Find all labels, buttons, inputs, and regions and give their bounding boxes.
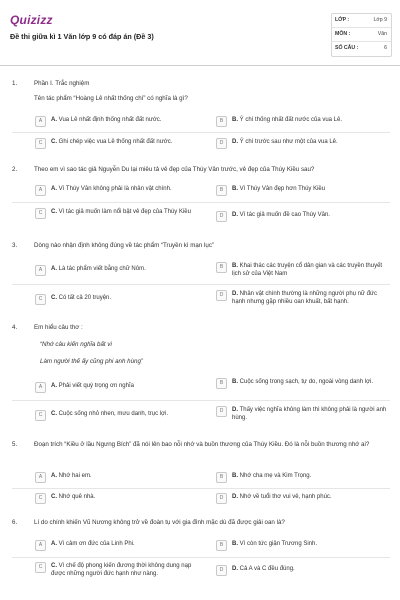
option-letter: A. — [51, 186, 57, 192]
option-b[interactable] — [216, 116, 392, 127]
option-text: Vua Lê nhất định thống nhất đất nước. — [58, 117, 162, 123]
option-letter: A. — [51, 473, 57, 479]
option-box: C — [35, 493, 46, 504]
quote-line-2: Làm người thế ấy cũng phi anh hùng” — [40, 358, 143, 365]
option-box: A — [35, 472, 46, 483]
option-letter: B. — [232, 263, 238, 269]
option-text: Nhớ về tuổi thơ vui vẻ, hạnh phúc. — [239, 494, 332, 500]
option-a[interactable] — [35, 116, 205, 127]
option-d[interactable] — [216, 406, 392, 423]
option-c[interactable] — [35, 410, 205, 421]
option-divider — [12, 202, 390, 203]
question-number: 3. — [12, 242, 18, 249]
option-d[interactable] — [216, 290, 392, 307]
option-letter: C. — [51, 494, 57, 500]
option-divider — [12, 488, 390, 489]
option-letter: C. — [51, 411, 57, 417]
option-letter: C. — [51, 563, 57, 569]
option-letter: A. — [51, 541, 57, 547]
option-text: Ý chí thống nhất đất nước của vua Lê. — [239, 117, 343, 123]
option-text: Ghi chép việc vua Lê thống nhất đất nước. — [58, 139, 173, 145]
option-text: Là tác phẩm viết bằng chữ Nôm. — [58, 266, 146, 272]
option-text: Vì tác giả muốn làm nổi bật vẻ đẹp của Thúy Kiều — [58, 209, 191, 215]
option-letter: B. — [232, 541, 238, 547]
option-text: Cả A và C đều đúng. — [239, 566, 295, 572]
option-a[interactable] — [35, 185, 205, 196]
option-letter: C. — [51, 209, 57, 215]
question-stem: Theo em vì sao tác giả Nguyễn Du lại miêu tả vẻ đẹp của Thúy Vân trước, vẻ đẹp của Thúy Kiều sau? — [34, 166, 315, 173]
option-text: Vì chế độ phong kiến đương thời không dung nạp được những người đức hạnh như nàng. — [51, 563, 192, 578]
option-box: A — [35, 382, 46, 393]
option-text: Nhân vật chính thường là những người phụ nữ đức hạnh nhưng gặp nhiều oan khuất, bất hạnh. — [232, 291, 378, 306]
option-letter: D. — [232, 566, 238, 572]
option-box: B — [216, 540, 227, 551]
option-box: C — [35, 208, 46, 219]
question-stem: Dòng nào nhận định không đúng về tác phẩm “Truyền kì mạn lục” — [34, 242, 215, 249]
option-text: Có tất cả 20 truyện. — [58, 295, 112, 301]
option-b[interactable] — [216, 262, 392, 279]
meta-class-value: Lớp 9 — [373, 16, 387, 23]
option-box: B — [216, 262, 227, 273]
option-d[interactable] — [216, 211, 392, 222]
option-d[interactable] — [216, 493, 392, 504]
option-letter: D. — [232, 407, 238, 413]
option-b[interactable] — [216, 378, 392, 389]
option-text: Nhớ quê nhà. — [58, 494, 96, 500]
option-c[interactable] — [35, 138, 205, 149]
option-box: C — [35, 138, 46, 149]
option-d[interactable] — [216, 565, 392, 576]
meta-subject-row — [332, 28, 391, 42]
meta-subject-value: Văn — [377, 30, 387, 37]
option-divider — [12, 557, 390, 558]
option-text: Vì Thúy Vân không phải là nhân vật chính. — [58, 186, 172, 192]
option-divider — [12, 400, 390, 401]
option-letter: D. — [232, 139, 238, 145]
worksheet-header — [0, 0, 400, 66]
option-text: Ý chí trước sau như một của vua Lê. — [239, 139, 338, 145]
question-stem: Đoạn trích “Kiều ở lầu Ngưng Bích” đã nói lên bao nỗi nhớ và buồn thương của Thúy Kiều. Đó là nỗi buồn thương nhớ ai? — [34, 441, 370, 448]
option-box: B — [216, 472, 227, 483]
option-box: A — [35, 185, 46, 196]
question-stem: Lí do chính khiến Vũ Nương không trở về đoàn tụ với gia đình mặc dù đã được giải oan là? — [34, 519, 285, 526]
meta-class-row — [332, 14, 391, 28]
option-box: D — [216, 565, 227, 576]
option-letter: D. — [232, 494, 238, 500]
option-text: Vì Thúy Vân đẹp hơn Thúy Kiều — [239, 186, 326, 192]
option-text: Thấy việc nghĩa không làm thì không phải là người anh hùng. — [232, 407, 387, 422]
option-box: A — [35, 540, 46, 551]
option-letter: B. — [232, 379, 238, 385]
section-heading: Phần I. Trắc nghiệm — [34, 80, 90, 87]
option-letter: B. — [232, 473, 238, 479]
option-box: C — [35, 562, 46, 573]
option-box: C — [35, 294, 46, 305]
option-text: Vì còn tức giận Trương Sinh. — [239, 541, 318, 547]
option-letter: B. — [232, 117, 238, 123]
option-letter: D. — [232, 212, 238, 218]
option-letter: C. — [51, 139, 57, 145]
option-a[interactable] — [35, 382, 205, 393]
option-text: Phải viết quý trọng ơn nghĩa — [58, 383, 134, 389]
option-box: D — [216, 406, 227, 417]
option-text: Cuộc sống nhỏ nhen, mưu danh, trục lợi. — [58, 411, 169, 417]
option-d[interactable] — [216, 138, 392, 149]
meta-count-row — [332, 42, 391, 56]
meta-count-label: SỐ CÂU : — [335, 45, 359, 52]
question-number: 4. — [12, 324, 18, 331]
option-text: Vì cảm ơn đức của Linh Phi. — [58, 541, 135, 547]
option-box: B — [216, 378, 227, 389]
option-text: Khai thác các truyện cổ dân gian và các truyền thuyết lịch sử của Việt Nam — [232, 263, 383, 278]
option-letter: B. — [232, 186, 238, 192]
question-stem: Em hiểu câu thơ : — [34, 324, 83, 331]
quote-line-1: “Nhớ câu kiến nghĩa bất vi — [40, 341, 112, 348]
option-box: C — [35, 410, 46, 421]
question-stem: Tên tác phẩm “Hoàng Lê nhất thống chí” có nghĩa là gì? — [34, 95, 188, 102]
meta-count-value: 6 — [384, 45, 387, 52]
option-letter: D. — [232, 291, 238, 297]
option-text: Vì tác giả muốn đề cao Thúy Vân. — [239, 212, 330, 218]
option-box: B — [216, 116, 227, 127]
option-a[interactable] — [35, 265, 205, 276]
option-letter: A. — [51, 383, 57, 389]
exam-meta-box — [331, 13, 392, 57]
option-letter: C. — [51, 295, 57, 301]
meta-class-label: LỚP : — [335, 16, 350, 23]
option-box: D — [216, 290, 227, 301]
option-c[interactable] — [35, 493, 205, 504]
option-letter: A. — [51, 117, 57, 123]
option-text: Cuộc sống trong sạch, tự do, ngoài vòng danh lợi. — [239, 379, 374, 385]
option-b[interactable] — [216, 540, 392, 551]
option-box: D — [216, 138, 227, 149]
question-number: 2. — [12, 166, 18, 173]
option-box: D — [216, 211, 227, 222]
option-box: D — [216, 493, 227, 504]
quizizz-logo: Quizizz — [10, 13, 53, 27]
option-divider — [12, 284, 390, 285]
meta-subject-label: MÔN : — [335, 30, 351, 37]
option-b[interactable] — [216, 185, 392, 196]
option-text: Nhớ hai em. — [58, 473, 92, 479]
question-number: 5. — [12, 441, 18, 448]
option-c[interactable] — [35, 208, 205, 219]
option-divider — [12, 132, 390, 133]
exam-title: Đề thi giữa kì 1 Văn lớp 9 có đáp án (Đề 3) — [10, 32, 154, 41]
option-b[interactable] — [216, 472, 392, 483]
option-a[interactable] — [35, 540, 205, 551]
option-box: A — [35, 265, 46, 276]
option-box: B — [216, 185, 227, 196]
option-c[interactable] — [35, 562, 205, 579]
option-box: A — [35, 116, 46, 127]
question-number: 1. — [12, 80, 18, 87]
option-letter: A. — [51, 266, 57, 272]
option-c[interactable] — [35, 294, 205, 305]
option-a[interactable] — [35, 472, 205, 483]
option-text: Nhớ cha mẹ và Kim Trọng. — [239, 473, 312, 479]
question-number: 6. — [12, 519, 18, 526]
